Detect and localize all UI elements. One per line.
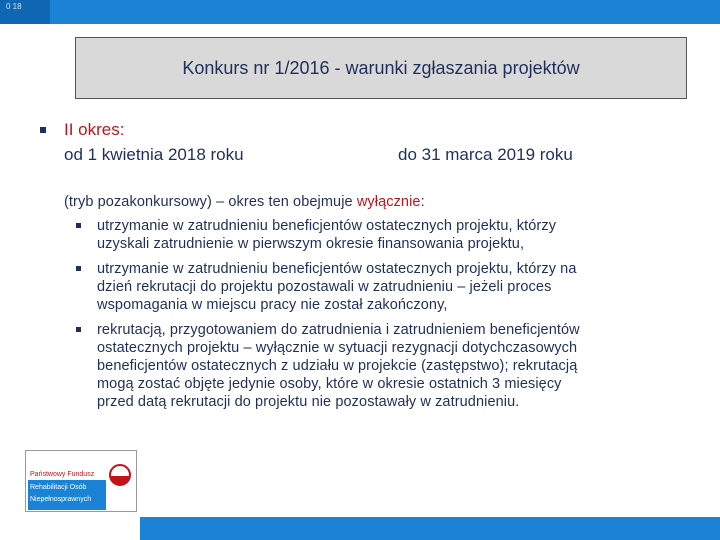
list-item — [97, 217, 667, 253]
list-item — [97, 321, 667, 411]
pfron-emblem-icon — [108, 463, 132, 487]
list-item-line: utrzymanie w zatrudnieniu beneficjentów ostatecznych projektu, którzy — [97, 218, 557, 234]
logo-line-3: Niepełnosprawnych — [30, 496, 92, 503]
list-item-line: uzyskali zatrudnienie w pierwszym okresie finansowania projektu, — [97, 236, 525, 252]
slide-title: Konkurs nr 1/2016 - warunki zgłaszania projektów — [182, 57, 580, 78]
sub-bullet-icon — [76, 266, 81, 271]
period-label: II okres: — [64, 120, 125, 139]
period-from: od 1 kwietnia 2018 roku — [64, 145, 244, 164]
page-mark: 0 18 — [6, 2, 22, 11]
logo-line-2: Rehabilitacji Osób — [30, 484, 87, 491]
list-item-line: utrzymanie w zatrudnieniu beneficjentów ostatecznych projektu, którzy na — [97, 261, 577, 277]
list-item-line: mogą zostać objęte jedynie osoby, które w okresie ostatnich 3 miesięcy — [97, 376, 562, 392]
list-item-line: przed datą rekrutacji do projektu nie pozostawały w zatrudnieniu. — [97, 394, 520, 410]
title-box — [75, 37, 687, 99]
bottom-band-notch — [0, 517, 140, 540]
list-item-line: wspomagania w miejscu pracy nie został zakończony, — [97, 297, 448, 313]
intro-after: : — [420, 194, 425, 210]
pfron-logo — [25, 450, 137, 512]
list-item-line: ostatecznych projektu – wyłącznie w sytuacji rezygnacji dotychczasowych — [97, 340, 578, 356]
list-item — [97, 260, 667, 314]
list-item-line: beneficjentów ostatecznych z udziału w projekcie (zastępstwo); rekrutacją — [97, 358, 578, 374]
list-item-line: dzień rekrutacji do projektu pozostawali w zatrudnieniu – jeżeli proces — [97, 279, 552, 295]
sub-bullet-icon — [76, 327, 81, 332]
period-to: do 31 marca 2019 roku — [398, 145, 573, 164]
sub-bullet-icon — [76, 223, 81, 228]
logo-line-1: Państwowy Fundusz — [30, 471, 95, 478]
intro-emphasis: wyłącznie — [356, 194, 421, 210]
bottom-band — [0, 517, 720, 540]
top-band — [0, 0, 720, 24]
intro-text — [64, 193, 425, 211]
bullet-icon — [40, 127, 46, 133]
list-item-line: rekrutacją, przygotowaniem do zatrudnienia i zatrudnieniem beneficjentów — [97, 322, 580, 338]
intro-before: (tryb pozakonkursowy) – okres ten obejmuje — [64, 194, 357, 210]
